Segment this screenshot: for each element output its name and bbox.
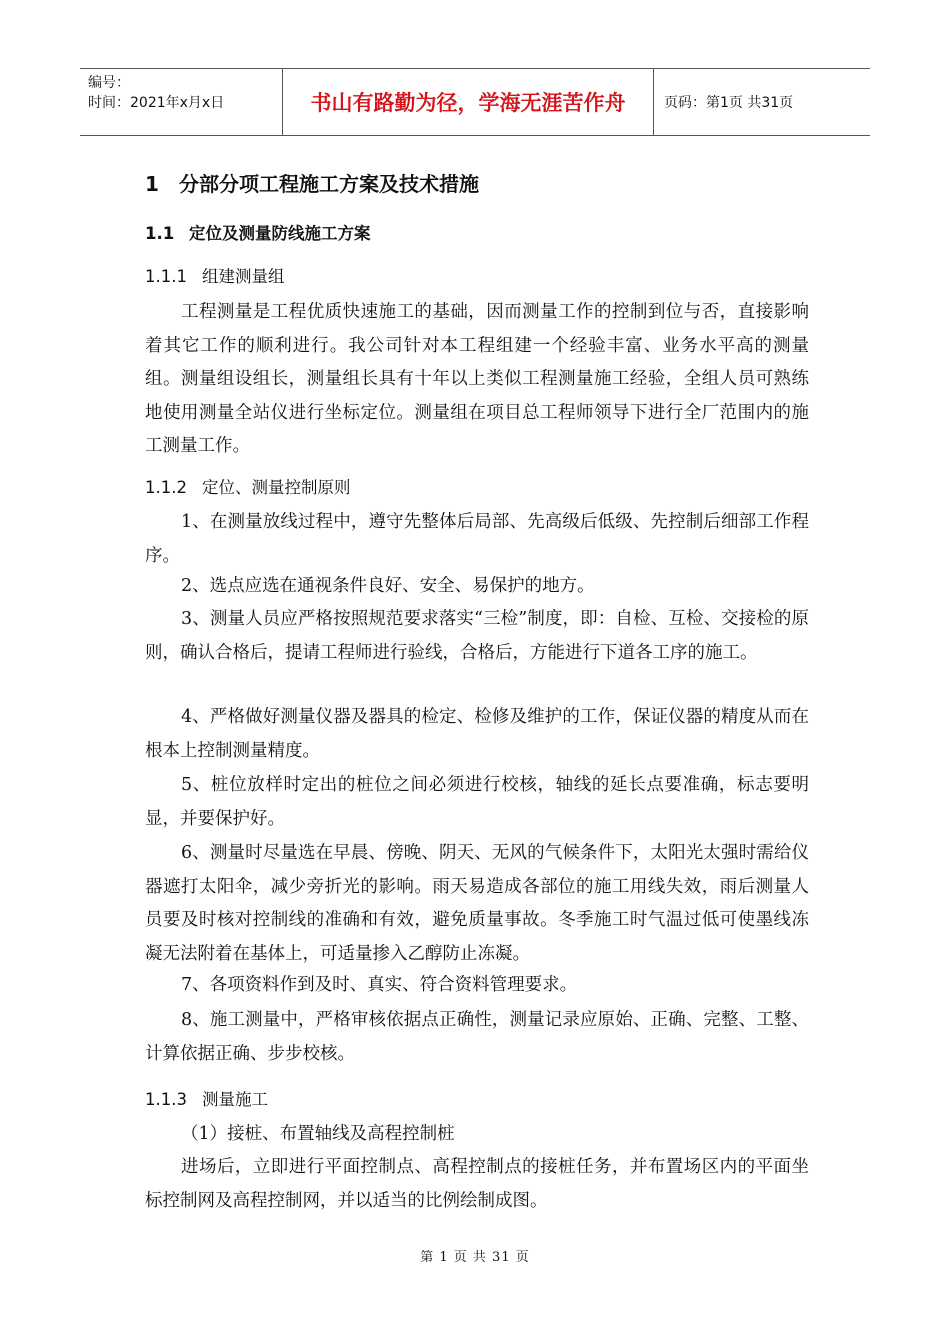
heading-title: 定位、测量控制原则 xyxy=(202,478,351,497)
list-item: 5、桩位放样时定出的桩位之间必须进行校核，轴线的延长点要准确，标志要明显，并要保护好。 xyxy=(145,775,809,829)
section-number: 1 xyxy=(145,172,159,196)
paragraph-pile-connection: 进场后，立即进行平面控制点、高程控制点的接桩任务，并布置场区内的平面坐标控制网及高程控制网，并以适当的比例绘制成图。 xyxy=(145,1157,809,1211)
list-item: 1、在测量放线过程中，遵守先整体后局部、先高级后低级、先控制后细部工作程序。 xyxy=(145,512,809,566)
list-item: 6、测量时尽量选在早晨、傍晚、阴天、无风的气候条件下，太阳光太强时需给仪器遮打太阳伞，减少旁折光的影响。雨天易造成各部位的施工用线失效，雨后测量人员要及时核对控制线的准确和有效，避免质量事故。冬季施工时气温过低可使墨线冻凝无法附着在基体上，可适量掺入乙醇防止冻凝。 xyxy=(145,843,809,964)
heading-title: 组建测量组 xyxy=(202,267,285,286)
document-date: 时间：2021年x月x日 xyxy=(88,95,225,111)
subsection-title: 定位及测量防线施工方案 xyxy=(189,224,371,243)
subsection-number: 1.1 xyxy=(145,224,175,243)
header-left-cell xyxy=(80,69,282,135)
sub-heading-pile-connection: （1）接桩、布置轴线及高程控制桩 xyxy=(181,1124,455,1144)
heading-1-1-2 xyxy=(145,474,351,498)
header-motto: 书山有路勤为径，学海无涯苦作舟 xyxy=(282,69,654,135)
list-item: 7、各项资料作到及时、真实、符合资料管理要求。 xyxy=(181,975,578,995)
list-item: 8、施工测量中，严格审核依据点正确性，测量记录应原始、正确、完整、工整、计算依据正确、步步校核。 xyxy=(145,1010,809,1064)
page-header xyxy=(80,68,870,136)
page-footer: 第 1 页 共 31 页 xyxy=(420,1250,530,1265)
document-number-label: 编号： xyxy=(88,75,130,91)
header-page-info: 页码：第1页 共31页 xyxy=(664,95,794,111)
list-item: 2、选点应选在通视条件良好、安全、易保护的地方。 xyxy=(181,576,595,596)
heading-number: 1.1.1 xyxy=(145,267,187,286)
subsection-heading xyxy=(145,220,371,244)
section-title: 分部分项工程施工方案及技术措施 xyxy=(179,172,479,196)
list-item: 3、测量人员应严格按照规范要求落实“三检”制度，即：自检、互检、交接检的原则，确认合格后，提请工程师进行验线，合格后，方能进行下道各工序的施工。 xyxy=(145,609,809,663)
heading-title: 测量施工 xyxy=(202,1090,268,1109)
list-item: 4、严格做好测量仪器及器具的检定、检修及维护的工作，保证仪器的精度从而在根本上控制测量精度。 xyxy=(145,707,809,761)
heading-1-1-1 xyxy=(145,263,285,287)
heading-1-1-3 xyxy=(145,1086,268,1110)
heading-number: 1.1.3 xyxy=(145,1090,187,1109)
heading-number: 1.1.2 xyxy=(145,478,187,497)
section-heading xyxy=(145,168,479,197)
paragraph-survey-team: 工程测量是工程优质快速施工的基础，因而测量工作的控制到位与否，直接影响着其它工作的顺利进行。我公司针对本工程组建一个经验丰富、业务水平高的测量组。测量组设组长，测量组长具有十年以上类似工程测量施工经验，全组人员可熟练地使用测量全站仪进行坐标定位。测量组在项目总工程师领导下进行全厂范围内的施工测量工作。 xyxy=(145,302,809,456)
